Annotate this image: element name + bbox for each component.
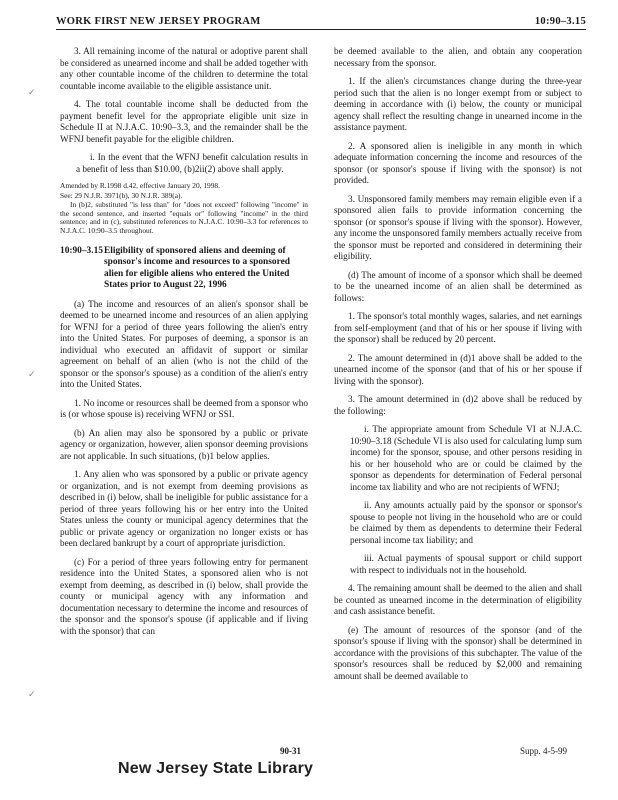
supplement-date: Supp. 4-5-99	[520, 746, 567, 756]
section-number: 10:90–3.15	[60, 245, 103, 256]
paragraph-b4i: i. In the event that the WFNJ benefit calculation results in a benefit of less than $10.00, (b)2ii(2) above shall apply.	[76, 152, 308, 174]
paragraph-d1: 1. The sponsor's total monthly wages, salaries, and net earnings from self-employment (and that of his or her spouse if living with the sponsor) shall be reduced by 20 percent.	[334, 311, 582, 344]
paragraph-c3: 3. Unsponsored family members may remain eligible even if a sponsored alien fails to provide information concerning the sponsor (or sponsor's spouse if living with the sponsor). However, any income the unsponsored family members actually receive from the sponsor must be reported and considered in determining their eligibility.	[334, 193, 582, 261]
paragraph-b3: 3. All remaining income of the natural or adoptive parent shall be considered as unearned income and shall be added together with any other countable income of the children to determine the total countable income available to the eligible assistance unit.	[60, 46, 308, 91]
paragraph-d3ii: ii. Any amounts actually paid by the sponsor or sponsor's spouse to people not living in the household who are or could be claimed by them as dependents to determine their Federal personal income tax liability; and	[350, 500, 582, 545]
header-title: WORK FIRST NEW JERSEY PROGRAM	[56, 16, 261, 27]
paragraph-a: (a) The income and resources of an alien's sponsor shall be deemed to be unearned income and resources of an alien applying for WFNJ for a period of three years following the alien's entry into the United States. For purposes of deeming, a sponsor is an individual who executed an affidavit of support or similar agreement on behalf of an alien (who is not the child of the sponsor or the sponsor's spouse) as a condition of the alien's entry into the United States.	[60, 298, 308, 390]
paragraph-d3i: i. The appropriate amount from Schedule VI at N.J.A.C. 10:90–3.18 (Schedule VI is also used for calculating lump sum income) for the sponsor, spouse, and other persons residing in his or her household who are or could be claimed by the sponsor as dependents for determination of Federal personal income tax liability and who are not recipients of WFNJ;	[350, 424, 582, 492]
paragraph-b1: 1. Any alien who was sponsored by a public or private agency or organization, and is not exempt from deeming provisions as described in (i) below, shall be ineligible for public assistance for a period of three years following his or her entry into the United States unless the county or municipal agency determines that the public or private agency or organization no longer exists or has been declared bankrupt by a court of appropriate jurisdiction.	[60, 469, 308, 549]
paragraph-b4: 4. The total countable income shall be deducted from the payment benefit level for the appropriate eligible unit size in Schedule II at N.J.A.C. 10:90–3.3, and the remainder shall be the WFNJ benefit payable for the eligible children.	[60, 99, 308, 144]
header-section-number: 10:90–3.15	[534, 16, 586, 27]
paragraph-c-continued: be deemed available to the alien, and obtain any cooperation necessary from the sponsor.	[334, 46, 582, 68]
paragraph-c: (c) For a period of three years following entry for permanent residence into the United States, a sponsored alien who is not exempt from deeming, as described in (i) below, shall provide the county or municipal agency with any information and documentation necessary to determine the income and resources of the sponsor and the sponsor's spouse (if applicable and if living with the sponsor) that can	[60, 556, 308, 636]
paragraph-c1: 1. If the alien's circumstances change during the three-year period such that the alien is no longer exempt from or subject to deeming in accordance with (i) below, the county or municipal agency shall reflect the resulting change in unearned income in the assistance payment.	[334, 76, 582, 132]
amendment-note: Amended by R.1998 d.42, effective January 20, 1998.	[60, 181, 220, 190]
left-column	[60, 46, 308, 644]
paragraph-d3: 3. The amount determined in (d)2 above shall be reduced by the following:	[334, 394, 582, 416]
right-column	[334, 46, 582, 689]
section-heading	[60, 246, 308, 292]
margin-check-mark: ✓	[28, 370, 36, 380]
page-number: 90-31	[280, 746, 301, 756]
paragraph-e: (e) The amount of resources of the sponsor (and of the sponsor's spouse if living with the sponsor) shall be determined in accordance with the provisions of this subchapter. The value of the sponsor's resources shall be reduced by $2,000 and remaining amount shall be deemed available to	[334, 624, 582, 681]
paragraph-a1: 1. No income or resources shall be deemed from a sponsor who is (or whose spouse is) receiving WFNJ or SSI.	[60, 397, 308, 420]
running-header	[56, 16, 586, 30]
amendment-description: In (b)2, substituted "is less than" for "does not exceed" following "income" in the second sentence, and inserted "equals or" following "income" in the third sentence; and in (c), substituted references to N.J.A.C. 10:90–3.3 for references to N.J.A.C. 10:90–3.5 throughout.	[60, 200, 308, 235]
library-stamp: New Jersey State Library	[118, 760, 314, 777]
paragraph-d: (d) The amount of income of a sponsor which shall be deemed to be the unearned income of an alien shall be determined as follows:	[334, 269, 582, 303]
paragraph-d2: 2. The amount determined in (d)1 above shall be added to the unearned income of the sponsor (and that of his or her spouse if living with the sponsor).	[334, 352, 582, 386]
paragraph-b: (b) An alien may also be sponsored by a public or private agency or organization, however, alien sponsor deeming provisions are not applicable. In such situations, (b)1 below applies.	[60, 427, 308, 461]
paragraph-d4: 4. The remaining amount shall be deemed to the alien and shall be counted as unearned income in the determination of eligibility and cash assistance benefit.	[334, 583, 582, 616]
paragraph-c2: 2. A sponsored alien is ineligible in any month in which adequate information concerning the income and resources of the sponsor (or sponsor's spouse if living with the sponsor) is not provided.	[334, 140, 582, 185]
margin-check-mark: ✓	[28, 88, 36, 98]
section-title: Eligibility of sponsored aliens and deeming of sponsor's income and resources to a sponsored alien for eligible aliens who entered the United States prior to August 22, 1996	[104, 245, 290, 291]
amendment-citation: See: 29 N.J.R. 3971(b), 30 N.J.R. 389(a).	[60, 190, 183, 200]
margin-check-mark: ✓	[28, 690, 36, 700]
paragraph-d3iii: iii. Actual payments of spousal support or child support with respect to individuals not in the household.	[350, 553, 582, 575]
